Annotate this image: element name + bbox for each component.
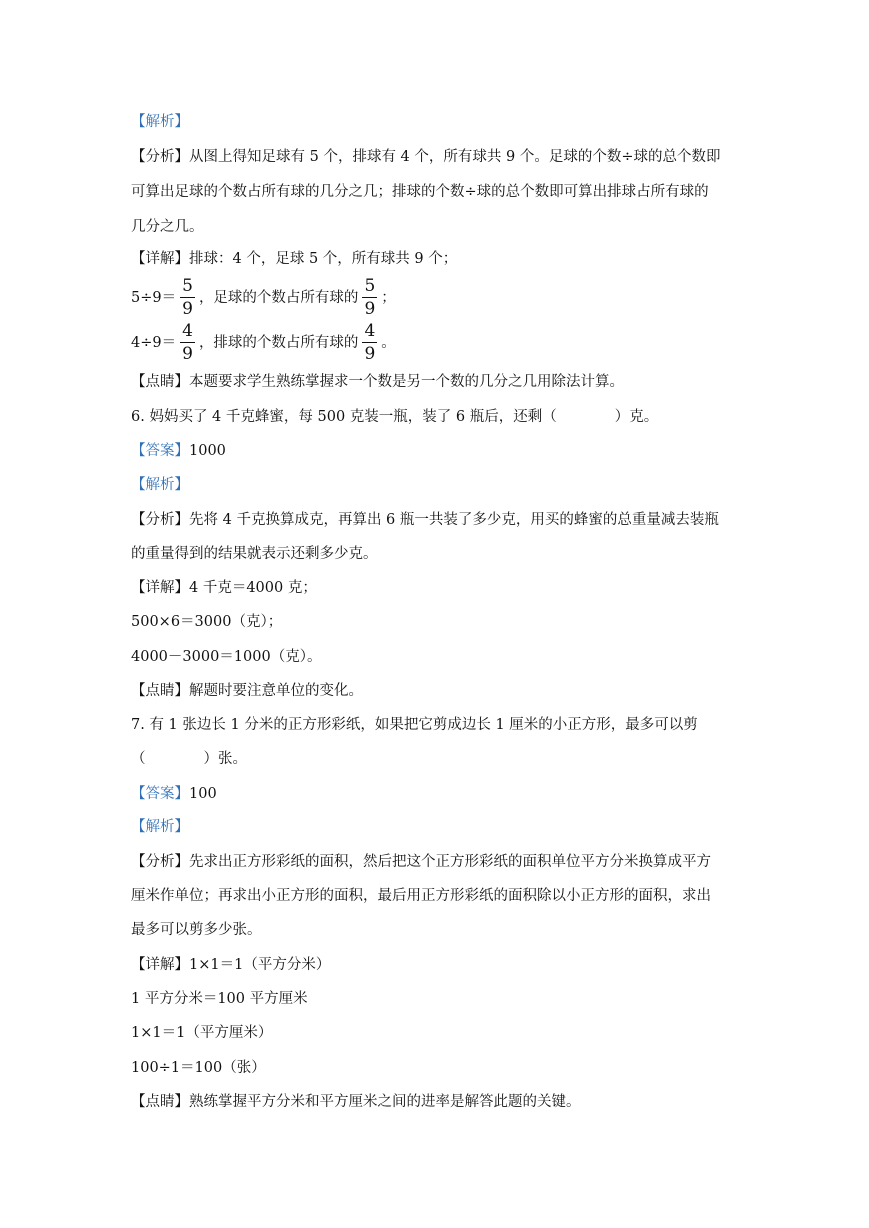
q7-xiangjie: 【详解】1×1＝1（平方分米） — [131, 957, 331, 973]
fraction: $\frac{4}{9}$ — [364, 321, 376, 364]
answer-value: 1000 — [189, 443, 226, 459]
fraction: $\frac{5}{9}$ — [182, 276, 193, 319]
dianjing-tag: 【点睛】 — [131, 683, 189, 699]
fenxi-tag: 【分析】 — [131, 854, 189, 870]
q7-step-2: 1×1＝1（平方厘米） — [131, 1025, 273, 1041]
daan-tag: 【答案】 — [131, 443, 189, 459]
xiangjie-tag: 【详解】 — [131, 580, 189, 596]
q7-question-line-2: （ ）张。 — [131, 751, 247, 767]
fraction: $\frac{5}{9}$ — [364, 276, 376, 319]
q6-xiangjie: 【详解】4 千克＝4000 克； — [131, 580, 317, 596]
q5-equation-2: 4÷9＝ $\frac{4}{9}$ ，排球的个数占所有球的 $\frac{4}{9}$ 。 — [131, 321, 396, 364]
q6-dianjing: 【点睛】解题时要注意单位的变化。 — [131, 683, 363, 699]
q7-fenxi-line-3: 最多可以剪多少张。 — [131, 922, 262, 938]
q6-analysis-heading: 【解析】 — [131, 477, 189, 493]
q5-analysis-heading: 【解析】 — [131, 114, 189, 130]
fraction: $\frac{4}{9}$ — [182, 321, 193, 364]
q6-step-2: 4000－3000＝1000（克）。 — [131, 649, 322, 665]
q5-dianjing: 【点睛】本题要求学生熟练掌握求一个数是另一个数的几分之几用除法计算。 — [131, 374, 624, 390]
q7-step-3: 100÷1＝100（张） — [131, 1060, 266, 1076]
q6-answer — [131, 441, 226, 461]
q5-fenxi-line-3: 几分之几。 — [131, 219, 204, 235]
q7-question-line-1: 7. 有 1 张边长 1 分米的正方形彩纸，如果把它剪成边长 1 厘米的小正方形，最多可以剪 — [131, 717, 698, 733]
daan-tag: 【答案】 — [131, 786, 189, 802]
q6-step-1: 500×6＝3000（克）； — [131, 614, 283, 630]
dianjing-tag: 【点睛】 — [131, 1094, 189, 1110]
fenxi-tag: 【分析】 — [131, 512, 189, 528]
fenxi-tag: 【分析】 — [131, 149, 189, 165]
q7-answer — [131, 784, 217, 804]
q7-step-1: 1 平方分米＝100 平方厘米 — [131, 991, 308, 1007]
answer-value: 100 — [189, 786, 217, 802]
q5-xiangjie: 【详解】排球：4 个，足球 5 个，所有球共 9 个； — [131, 251, 458, 267]
q6-fenxi-line-1: 【分析】先将 4 千克换算成克，再算出 6 瓶一共装了多少克，用买的蜂蜜的总重量减去装瓶 — [131, 512, 719, 528]
xiangjie-tag: 【详解】 — [131, 957, 189, 973]
q6-question: 6. 妈妈买了 4 千克蜂蜜，每 500 克装一瓶，装了 6 瓶后，还剩（ ）克。 — [131, 409, 659, 425]
q7-fenxi-line-2: 厘米作单位；再求出小正方形的面积，最后用正方形彩纸的面积除以小正方形的面积，求出 — [131, 888, 711, 904]
q5-equation-1: 5÷9＝ $\frac{5}{9}$ ，足球的个数占所有球的 $\frac{5}{9}$ ； — [131, 276, 396, 319]
dianjing-tag: 【点睛】 — [131, 374, 189, 390]
xiangjie-tag: 【详解】 — [131, 251, 189, 267]
q7-dianjing: 【点睛】熟练掌握平方分米和平方厘米之间的进率是解答此题的关键。 — [131, 1094, 581, 1110]
q5-fenxi-line-1: 【分析】从图上得知足球有 5 个，排球有 4 个，所有球共 9 个。足球的个数÷球的总个数即 — [131, 149, 721, 165]
q7-fenxi-line-1: 【分析】先求出正方形彩纸的面积，然后把这个正方形彩纸的面积单位平方分米换算成平方 — [131, 854, 711, 870]
q5-fenxi-line-2: 可算出足球的个数占所有球的几分之几；排球的个数÷球的总个数即可算出排球占所有球的 — [131, 184, 709, 200]
q6-fenxi-line-2: 的重量得到的结果就表示还剩多少克。 — [131, 546, 378, 562]
q7-analysis-heading: 【解析】 — [131, 819, 189, 835]
